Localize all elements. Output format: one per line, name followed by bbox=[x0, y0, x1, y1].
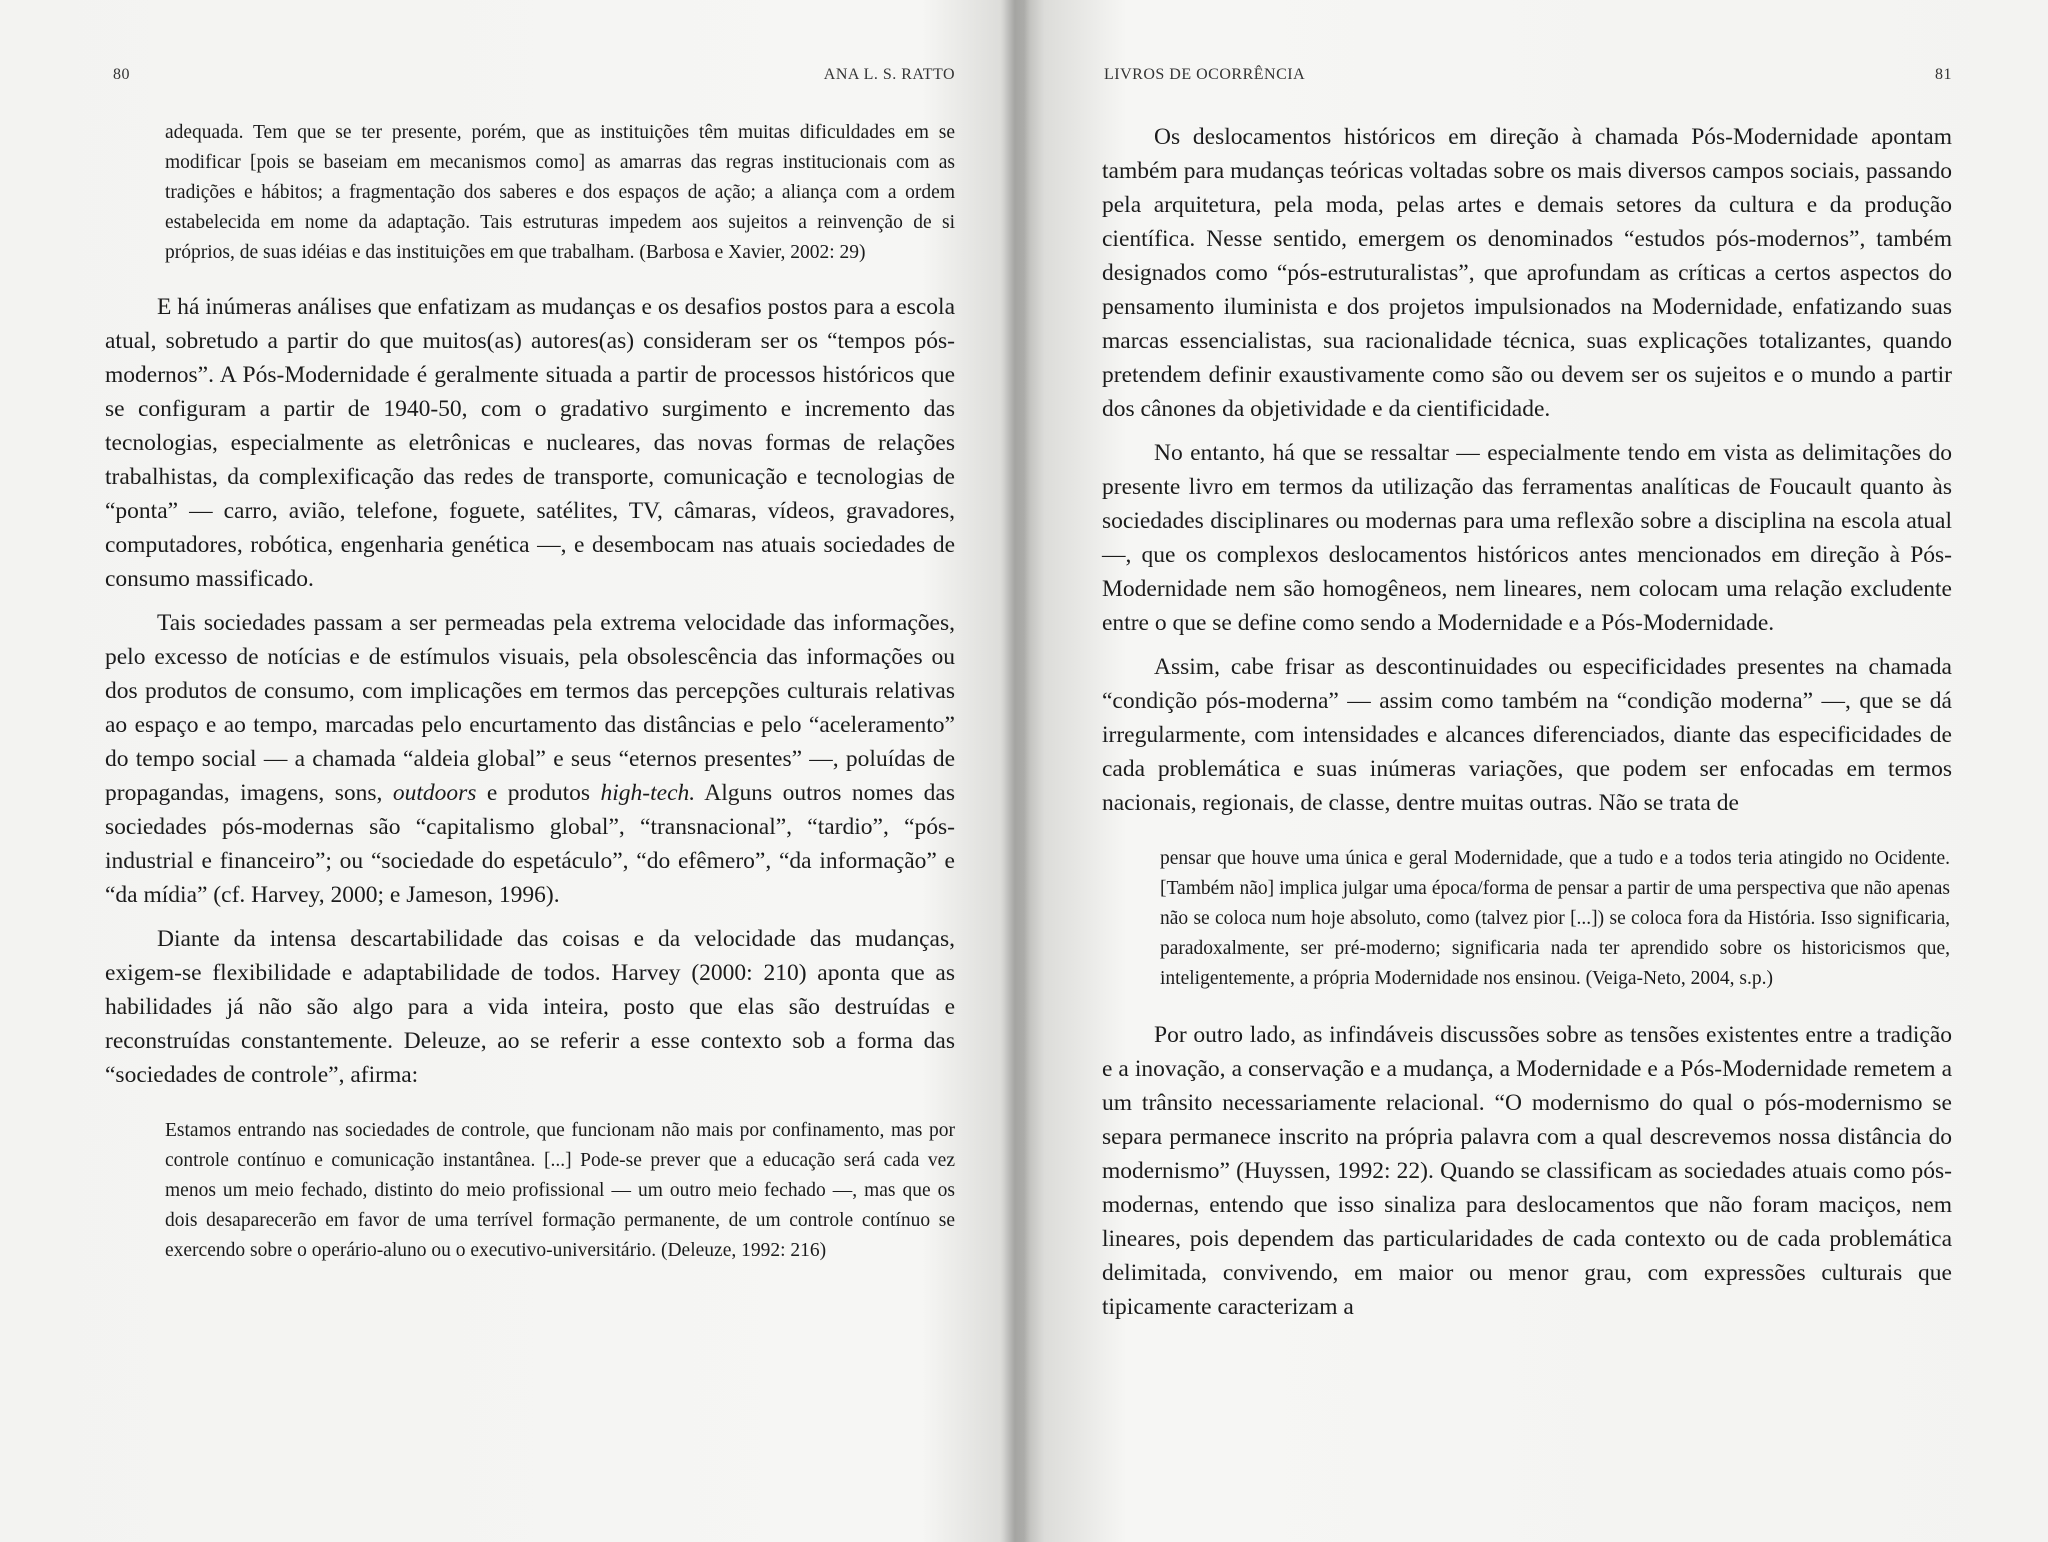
italic-term: high-tech. bbox=[600, 780, 696, 806]
book-gutter bbox=[1000, 0, 1030, 1542]
right-running-title: LIVROS DE OCORRÊNCIA bbox=[1104, 66, 1306, 83]
paragraph: Por outro lado, as infindáveis discussões sobre as tensões existentes entre a tradição e a inovação, a conservação e a mudança, a Modernidade e a Pós-Modernidade remetem a um trânsito necessariamente relacional. “O modernismo do qual o pós-modernismo se separa permanece inscrito na própria palavra com a qual descrevemos nossa distância do modernismo” (Huyssen, 1992: 22). Quando se classificam as sociedades atuais como pós-modernas, entendo que isso sinaliza para deslocamentos que não foram maciços, nem lineares, pois dependem das particularidades de cada contexto ou de cada problemática delimitada, convivendo, em maior ou menor grau, com expressões culturais que tipicamente caracterizam a bbox=[1102, 1022, 1952, 1320]
right-page bbox=[1102, 0, 1952, 1542]
left-page bbox=[105, 0, 955, 1542]
left-running-title: ANA L. S. RATTO bbox=[823, 66, 955, 83]
block-quote-barbosa-xavier: adequada. Tem que se ter presente, porém, que as instituições têm muitas dificuldades em se modificar [pois se baseiam em mecanismos como] as amarras das regras institucionais com as tradições e hábitos; a fragmentação dos saberes e dos espaços de ação; a aliança com a ordem estabelecida em nome da adaptação. Tais estruturas impedem aos sujeitos a reinvenção de si próprios, de suas idéias e das instituições em que trabalham. (Barbosa e Xavier, 2002: 29) bbox=[165, 122, 955, 263]
left-page-number: 80 bbox=[113, 66, 130, 83]
paragraph: Tais sociedades passam a ser permeadas pela extrema velocidade das informações, pelo excesso de notícias e de estímulos visuais, pela obsolescência das informações ou dos produtos de consumo, com implicações em termos das percepções culturais relativas ao espaço e ao tempo, marcadas pelo encurtamento das distâncias e pelo “aceleramento” do tempo social — a chamada “aldeia global” e seus “eternos presentes” —, poluídas de propagandas, imagens, sons, outdoors e produtos high-tech. Alguns outros nomes das sociedades pós-modernas são “capitalismo global”, “transnacional”, “tardio”, “pós-industrial e financeiro”; ou “sociedade do espetáculo”, “do efêmero”, “da informação” e “da mídia” (cf. Harvey, 2000; e Jameson, 1996). bbox=[105, 610, 956, 908]
block-quote-deleuze: Estamos entrando nas sociedades de controle, que funcionam não mais por confinamento, mas por controle contínuo e comunicação instantânea. [...] Pode-se prever que a educação será cada vez menos um meio fechado, distinto do meio profissional — um outro meio fechado —, mas que os dois desaparecerão em favor de uma terrível formação permanente, de um controle contínuo se exercendo sobre o operário-aluno ou o executivo-universitário. (Deleuze, 1992: 216) bbox=[165, 1120, 955, 1261]
paragraph: No entanto, há que se ressaltar — especialmente tendo em vista as delimitações do presente livro em termos da utilização das ferramentas analíticas de Foucault quanto às sociedades disciplinares ou modernas para uma reflexão sobre a disciplina na escola atual —, que os complexos deslocamentos históricos antes mencionados em direção à Pós-Modernidade nem são homogêneos, nem lineares, nem colocam uma relação excludente entre o que se define como sendo a Modernidade e a Pós-Modernidade. bbox=[1102, 440, 1952, 636]
paragraph: Os deslocamentos históricos em direção à chamada Pós-Modernidade apontam também para mudanças teóricas voltadas sobre os mais diversos campos sociais, passando pela arquitetura, pela moda, pelas artes e demais setores da cultura e da produção científica. Nesse sentido, emergem os denominados “estudos pós-modernos”, também designados como “pós-estruturalistas”, que aprofundam as críticas a certos aspectos do pensamento iluminista e dos projetos impulsionados na Modernidade, enfatizando suas marcas essencialistas, sua racionalidade técnica, suas explicações totalizantes, quando pretendem definir exaustivamente como são ou devem ser os sujeitos e o mundo a partir dos cânones da objetividade e da cientificidade. bbox=[1102, 124, 1952, 422]
italic-term: outdoors bbox=[392, 780, 477, 806]
block-quote-veiga-neto: pensar que houve uma única e geral Modernidade, que a tudo e a todos teria atingido no Ocidente. [Também não] implica julgar uma época/forma de pensar a partir de uma perspectiva que não apenas não se coloca num hoje absoluto, como (talvez pior [...]) se coloca fora da História. Isso significaria, paradoxalmente, ser pré-moderno; significaria nada ter aprendido sobre os historicismos que, inteligentemente, a própria Modernidade nos ensinou. (Veiga-Neto, 2004, s.p.) bbox=[1160, 848, 1950, 989]
left-page-body bbox=[105, 118, 955, 1266]
right-page-number: 81 bbox=[1935, 66, 1952, 83]
paragraph: Assim, cabe frisar as descontinuidades ou especificidades presentes na chamada “condição pós-moderna” — assim como também na “condição moderna” —, que se dá irregularmente, com intensidades e alcances diferenciados, diante das especificidades de cada problemática e suas inúmeras variações, que podem ser enfocadas em termos nacionais, regionais, de classe, dentre muitas outras. Não se trata de bbox=[1102, 654, 1952, 816]
paragraph: Diante da intensa descartabilidade das coisas e da velocidade das mudanças, exigem-se flexibilidade e adaptabilidade de todos. Harvey (2000: 210) aponta que as habilidades já não são algo para a vida inteira, posto que elas são destruídas e reconstruídas constantemente. Deleuze, ao se referir a esse contexto sob a forma das “sociedades de controle”, afirma: bbox=[105, 926, 955, 1088]
right-page-body bbox=[1102, 120, 1952, 1324]
paragraph: E há inúmeras análises que enfatizam as mudanças e os desafios postos para a escola atual, sobretudo a partir do que muitos(as) autores(as) consideram ser os “tempos pós-modernos”. A Pós-Modernidade é geralmente situada a partir de processos históricos que se configuram a partir de 1940-50, com o gradativo surgimento e incremento das tecnologias, especialmente as eletrônicas e nucleares, das novas formas de relações trabalhistas, da complexificação das redes de transporte, comunicação e tecnologias de “ponta” — carro, avião, telefone, foguete, satélites, TV, câmaras, vídeos, gravadores, computadores, robótica, engenharia genética —, e desembocam nas atuais sociedades de consumo massificado. bbox=[105, 294, 955, 592]
